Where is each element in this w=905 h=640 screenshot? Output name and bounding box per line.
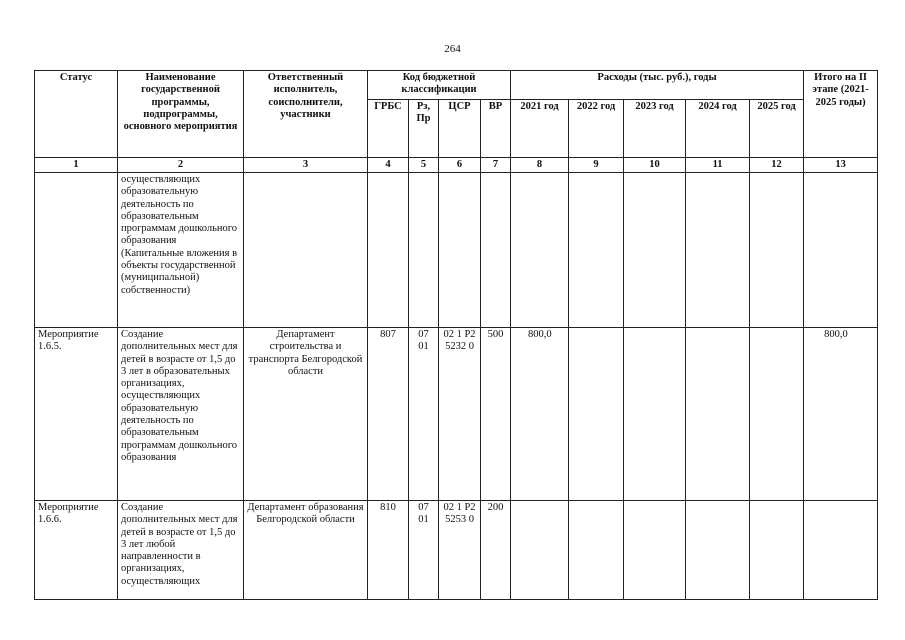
row-2022	[569, 173, 624, 328]
row-name: Создание дополнительных мест для детей в возрасте от 1,5 до 3 лет любой направленности в организациях, осуществляющих	[118, 501, 244, 600]
row-2023	[624, 173, 686, 328]
row-rzpr: 07 01	[409, 501, 439, 600]
row-status: Мероприятие 1.6.6.	[35, 501, 118, 600]
column-number: 8	[511, 158, 569, 173]
column-number: 3	[244, 158, 368, 173]
header-executor: Ответственный исполнитель, соисполнители, участники	[244, 71, 368, 158]
column-number: 7	[481, 158, 511, 173]
header-expenses: Расходы (тыс. руб.), годы	[511, 71, 804, 100]
header-2024: 2024 год	[686, 100, 750, 158]
header-grbs: ГРБС	[368, 100, 409, 158]
header-2025: 2025 год	[750, 100, 804, 158]
row-2023	[624, 328, 686, 501]
row-csr	[439, 173, 481, 328]
row-2021	[511, 501, 569, 600]
row-grbs	[368, 173, 409, 328]
header-csr: ЦСР	[439, 100, 481, 158]
header-2021: 2021 год	[511, 100, 569, 158]
row-csr: 02 1 Р2 5253 0	[439, 501, 481, 600]
row-2021: 800,0	[511, 328, 569, 501]
row-2025	[750, 173, 804, 328]
row-rzpr: 07 01	[409, 328, 439, 501]
row-status	[35, 173, 118, 328]
column-number: 11	[686, 158, 750, 173]
row-2025	[750, 328, 804, 501]
column-number: 12	[750, 158, 804, 173]
column-number: 5	[409, 158, 439, 173]
row-2022	[569, 501, 624, 600]
row-grbs: 807	[368, 328, 409, 501]
header-2022: 2022 год	[569, 100, 624, 158]
row-name: осуществляющих образовательную деятельность по образовательным программам дошкольного образования (Капитальные вложения в объекты государственной (муниципальной) собственности)	[118, 173, 244, 328]
header-2023: 2023 год	[624, 100, 686, 158]
header-status: Статус	[35, 71, 118, 158]
header-total: Итого на II этапе (2021-2025 годы)	[804, 71, 878, 158]
row-executor: Департамент строительства и транспорта Белгородской области	[244, 328, 368, 501]
column-number: 6	[439, 158, 481, 173]
column-number-row	[35, 158, 878, 173]
header-row-top	[35, 71, 878, 100]
row-total	[804, 173, 878, 328]
row-rzpr	[409, 173, 439, 328]
table-row	[35, 501, 878, 600]
row-name: Создание дополнительных мест для детей в возрасте от 1,5 до 3 лет в образовательных организациях, осуществляющих образовательную деятельность по образовательным программам дошкольного образования	[118, 328, 244, 501]
row-2025	[750, 501, 804, 600]
header-name: Наименование государственной программы, подпрограммы, основного мероприятия	[118, 71, 244, 158]
column-number: 1	[35, 158, 118, 173]
row-total	[804, 501, 878, 600]
table-row	[35, 173, 878, 328]
budget-table	[34, 70, 878, 600]
row-2023	[624, 501, 686, 600]
row-2024	[686, 328, 750, 501]
row-vr	[481, 173, 511, 328]
header-vr: ВР	[481, 100, 511, 158]
row-executor	[244, 173, 368, 328]
column-number: 2	[118, 158, 244, 173]
column-number: 4	[368, 158, 409, 173]
page-number: 264	[444, 43, 461, 55]
header-rzpr: Рз, Пр	[409, 100, 439, 158]
row-2024	[686, 173, 750, 328]
row-csr: 02 1 Р2 5232 0	[439, 328, 481, 501]
row-executor: Департамент образования Белгородской области	[244, 501, 368, 600]
row-vr: 200	[481, 501, 511, 600]
table-row	[35, 328, 878, 501]
row-grbs: 810	[368, 501, 409, 600]
row-2022	[569, 328, 624, 501]
row-vr: 500	[481, 328, 511, 501]
header-budget-code: Код бюджетной классификации	[368, 71, 511, 100]
column-number: 9	[569, 158, 624, 173]
row-total: 800,0	[804, 328, 878, 501]
row-2024	[686, 501, 750, 600]
row-status: Мероприятие 1.6.5.	[35, 328, 118, 501]
row-2021	[511, 173, 569, 328]
column-number: 10	[624, 158, 686, 173]
column-number: 13	[804, 158, 878, 173]
